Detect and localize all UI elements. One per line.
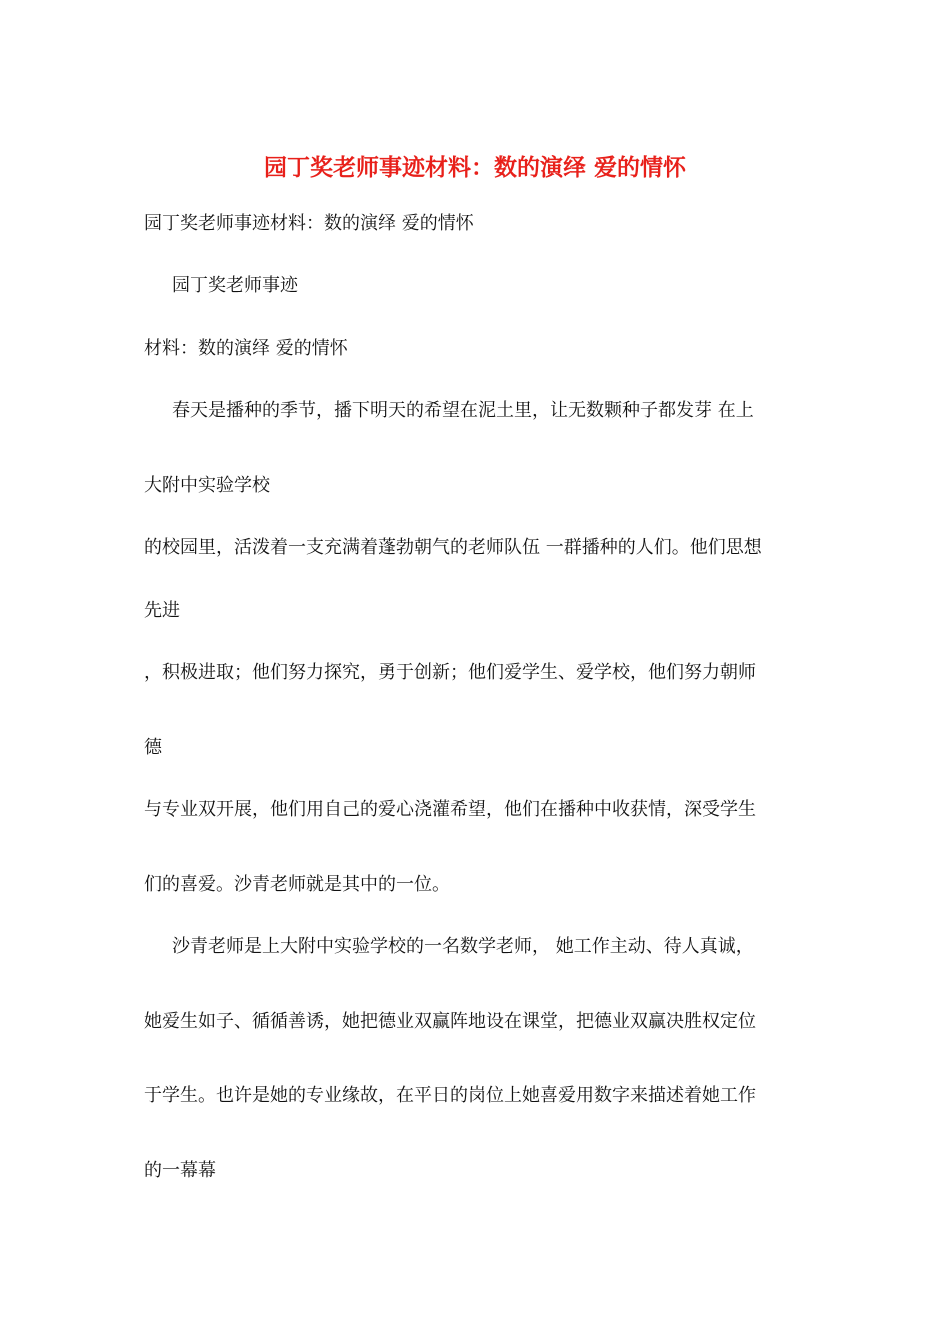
text-line: 大附中实验学校 [144, 475, 270, 496]
text-line: ，积极进取；他们努力探究，勇于创新；他们爱学生、爱学校，他们努力朝师 [144, 662, 756, 683]
text-line: 先进 [144, 600, 180, 621]
text-line: 的一幕幕 [144, 1160, 216, 1181]
text-line: 沙青老师是上大附中实验学校的一名数学老师， 她工作主动、待人真诚， [172, 936, 754, 957]
text-line: 于学生。也许是她的专业缘故，在平日的岗位上她喜爱用数字来描述着她工作 [144, 1085, 756, 1106]
text-line: 她爱生如子、循循善诱，她把德业双赢阵地设在课堂，把德业双赢决胜权定位 [144, 1011, 756, 1032]
text-line: 德 [144, 737, 162, 758]
text-line: 材料：数的演绎 爱的情怀 [144, 338, 348, 359]
text-line: 园丁奖老师事迹材料：数的演绎 爱的情怀 [144, 213, 474, 234]
text-line: 们的喜爱。沙青老师就是其中的一位。 [144, 874, 450, 895]
text-line: 的校园里，活泼着一支充满着蓬勃朝气的老师队伍 一群播种的人们。他们思想 [144, 537, 762, 558]
text-line: 与专业双开展，他们用自己的爱心浇灌希望，他们在播种中收获情，深受学生 [144, 799, 756, 820]
text-line: 园丁奖老师事迹 [172, 275, 298, 296]
document-title: 园丁奖老师事迹材料：数的演绎 爱的情怀 [263, 154, 686, 181]
text-line: 春天是播种的季节，播下明天的希望在泥土里，让无数颗种子都发芽 在上 [172, 400, 754, 421]
